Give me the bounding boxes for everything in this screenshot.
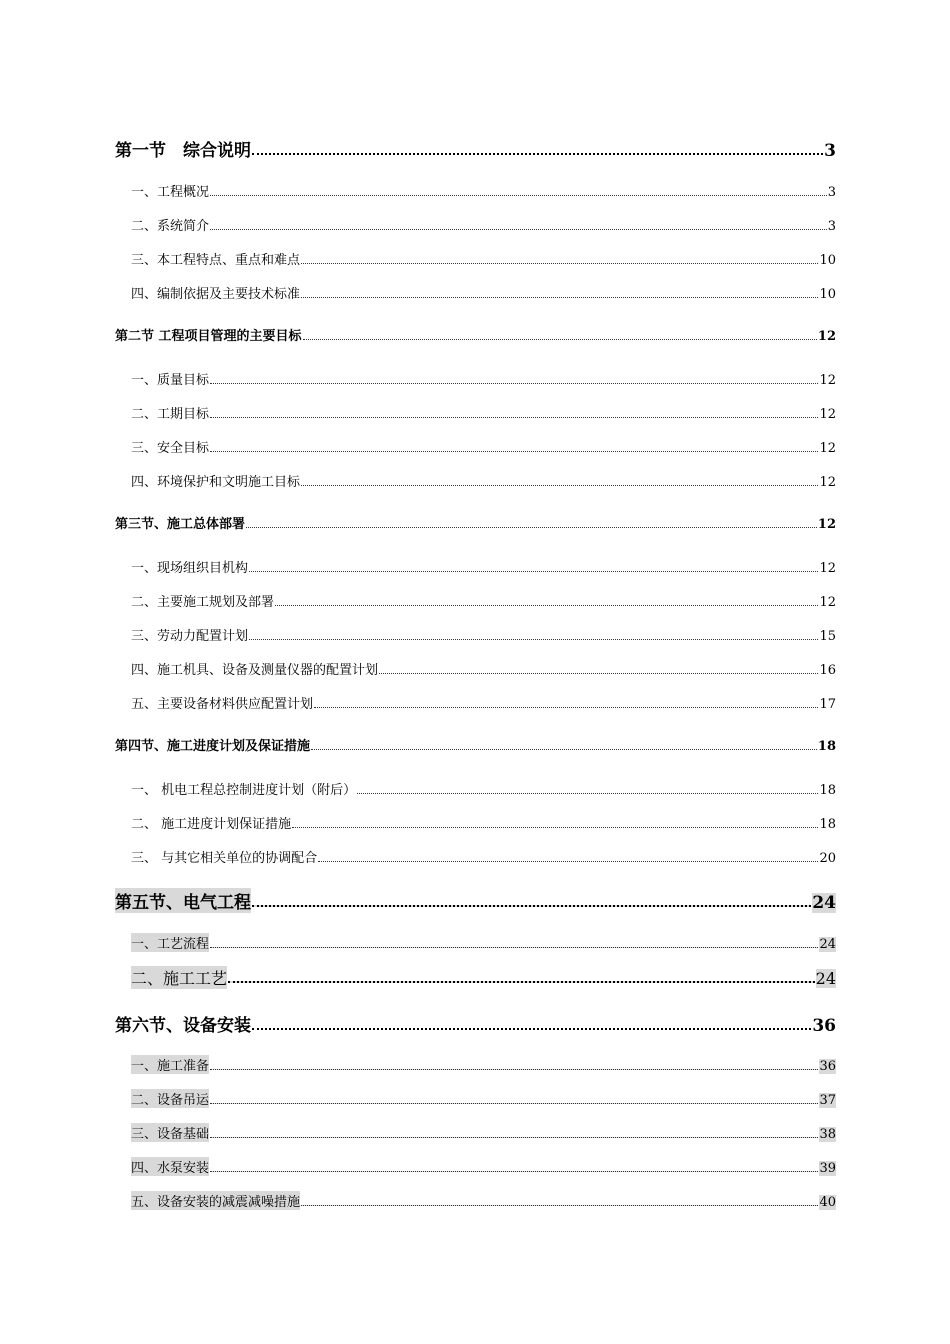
toc-page-number: 16 [819,663,836,678]
toc-page-number: 12 [819,373,836,388]
dot-leader [210,1137,818,1138]
dot-leader [210,1103,818,1104]
dot-leader [210,417,818,418]
toc-page-number: 39 [819,1161,836,1176]
toc-page-number: 3 [827,219,836,234]
toc-item[interactable] [131,437,836,456]
dot-leader [210,195,827,196]
toc-item[interactable] [131,1157,836,1176]
toc-page-number: 20 [819,851,836,866]
dot-leader [252,905,811,907]
toc-entry-label: 第二节 工程项目管理的主要目标 [115,329,302,344]
toc-page-number: 15 [819,629,836,644]
toc-entry-label: 第一节 综合说明 [115,141,251,161]
toc-section[interactable] [115,325,836,344]
toc-page-number: 38 [819,1127,836,1142]
dot-leader [249,639,818,640]
toc-entry-label: 第五节、电气工程 [115,888,251,913]
dot-leader [357,793,818,794]
toc-entry-label: 三、安全目标 [131,441,210,456]
toc-entry-label: 二、主要施工规划及部署 [131,595,275,610]
toc-page-number: 3 [827,185,836,200]
toc-page-number: 37 [819,1093,836,1108]
dot-leader [246,527,817,528]
toc-page-number: 10 [819,253,836,268]
dot-leader [301,1205,818,1206]
toc-item[interactable] [131,1055,836,1074]
toc-page-number: 36 [812,1016,836,1036]
toc-entry-label: 五、设备安装的减震减噪措施 [131,1191,300,1210]
toc-item[interactable] [131,181,836,200]
dot-leader [301,297,818,298]
toc-entry-label: 一、施工准备 [131,1055,209,1074]
dot-leader [249,571,818,572]
toc-page-number: 24 [819,937,836,952]
dot-leader [210,947,818,948]
toc-entry-label: 二、系统简介 [131,219,210,234]
toc-entry-label: 四、水泵安装 [131,1157,209,1176]
toc-entry-label: 第四节、施工进度计划及保证措施 [115,739,311,754]
dot-leader [228,981,815,983]
toc-item[interactable] [131,403,836,422]
toc-item[interactable] [131,249,836,268]
toc-item[interactable] [131,966,836,989]
toc-item[interactable] [131,933,836,952]
toc-item[interactable] [131,1123,836,1142]
dot-leader [301,485,818,486]
toc-entry-label: 四、环境保护和文明施工目标 [131,475,301,490]
toc-entry-label: 三、劳动力配置计划 [131,629,249,644]
dot-leader [210,1171,818,1172]
toc-entry-label: 三、本工程特点、重点和难点 [131,253,301,268]
toc-item[interactable] [131,471,836,490]
toc-item[interactable] [131,847,836,866]
dot-leader [379,673,818,674]
toc-page-number: 40 [819,1195,836,1210]
toc-item[interactable] [131,557,836,576]
toc-entry-label: 一、工程概况 [131,185,210,200]
toc-entry-label: 一、质量目标 [131,373,210,388]
toc-page-number: 18 [817,739,836,754]
dot-leader [311,749,817,750]
toc-page-number: 12 [819,475,836,490]
toc-entry-label: 二、施工工艺 [131,966,227,989]
toc-page-number: 18 [819,817,836,832]
toc-section[interactable] [115,888,836,913]
toc-entry-label: 二、工期目标 [131,407,210,422]
toc-page-number: 3 [824,141,836,161]
dot-leader [210,1069,818,1070]
toc-entry-label: 五、主要设备材料供应配置计划 [131,697,314,712]
dot-leader [301,263,818,264]
toc-page-number: 24 [812,893,836,913]
toc-entry-label: 第六节、设备安装 [115,1016,251,1036]
toc-item[interactable] [131,693,836,712]
toc-entry-label: 一、 机电工程总控制进度计划（附后） [131,783,357,798]
toc-page-number: 18 [819,783,836,798]
dot-leader [275,605,818,606]
toc-entry-label: 二、设备吊运 [131,1089,209,1108]
toc-item[interactable] [131,625,836,644]
toc-page-number: 36 [819,1059,836,1074]
toc-entry-label: 一、工艺流程 [131,933,209,952]
toc-section[interactable] [115,136,836,161]
toc-page-number: 24 [815,969,836,988]
toc-page-number: 10 [819,287,836,302]
toc-page-number: 12 [819,561,836,576]
dot-leader [210,229,827,230]
dot-leader [252,1028,811,1030]
toc-page-number: 12 [819,441,836,456]
toc-section[interactable] [115,1011,836,1036]
dot-leader [210,451,818,452]
dot-leader [252,153,823,155]
toc-page-number: 12 [819,407,836,422]
dot-leader [210,383,818,384]
dot-leader [314,707,818,708]
dot-leader [292,827,818,828]
toc-item[interactable] [131,591,836,610]
toc-page-number: 12 [819,595,836,610]
toc-item[interactable] [131,659,836,678]
toc-entry-label: 四、编制依据及主要技术标准 [131,287,301,302]
toc-entry-label: 四、施工机具、设备及测量仪器的配置计划 [131,663,379,678]
toc-section[interactable] [115,735,836,754]
toc-page-number: 12 [817,517,836,532]
dot-leader [318,861,818,862]
toc-page-number: 12 [817,329,836,344]
toc-page-number: 17 [819,697,836,712]
toc-item[interactable] [131,813,836,832]
toc-item[interactable] [131,369,836,388]
toc-item[interactable] [131,1089,836,1108]
toc-section[interactable] [115,513,836,532]
toc-entry-label: 第三节、施工总体部署 [115,517,246,532]
toc-entry-label: 三、 与其它相关单位的协调配合 [131,851,318,866]
toc-entry-label: 二、 施工进度计划保证措施 [131,817,292,832]
toc-entry-label: 三、设备基础 [131,1123,209,1142]
toc-item[interactable] [131,1191,836,1210]
toc-item[interactable] [131,779,836,798]
toc-item[interactable] [131,283,836,302]
toc-entry-label: 一、现场组织目机构 [131,561,249,576]
toc-item[interactable] [131,215,836,234]
dot-leader [303,339,817,340]
